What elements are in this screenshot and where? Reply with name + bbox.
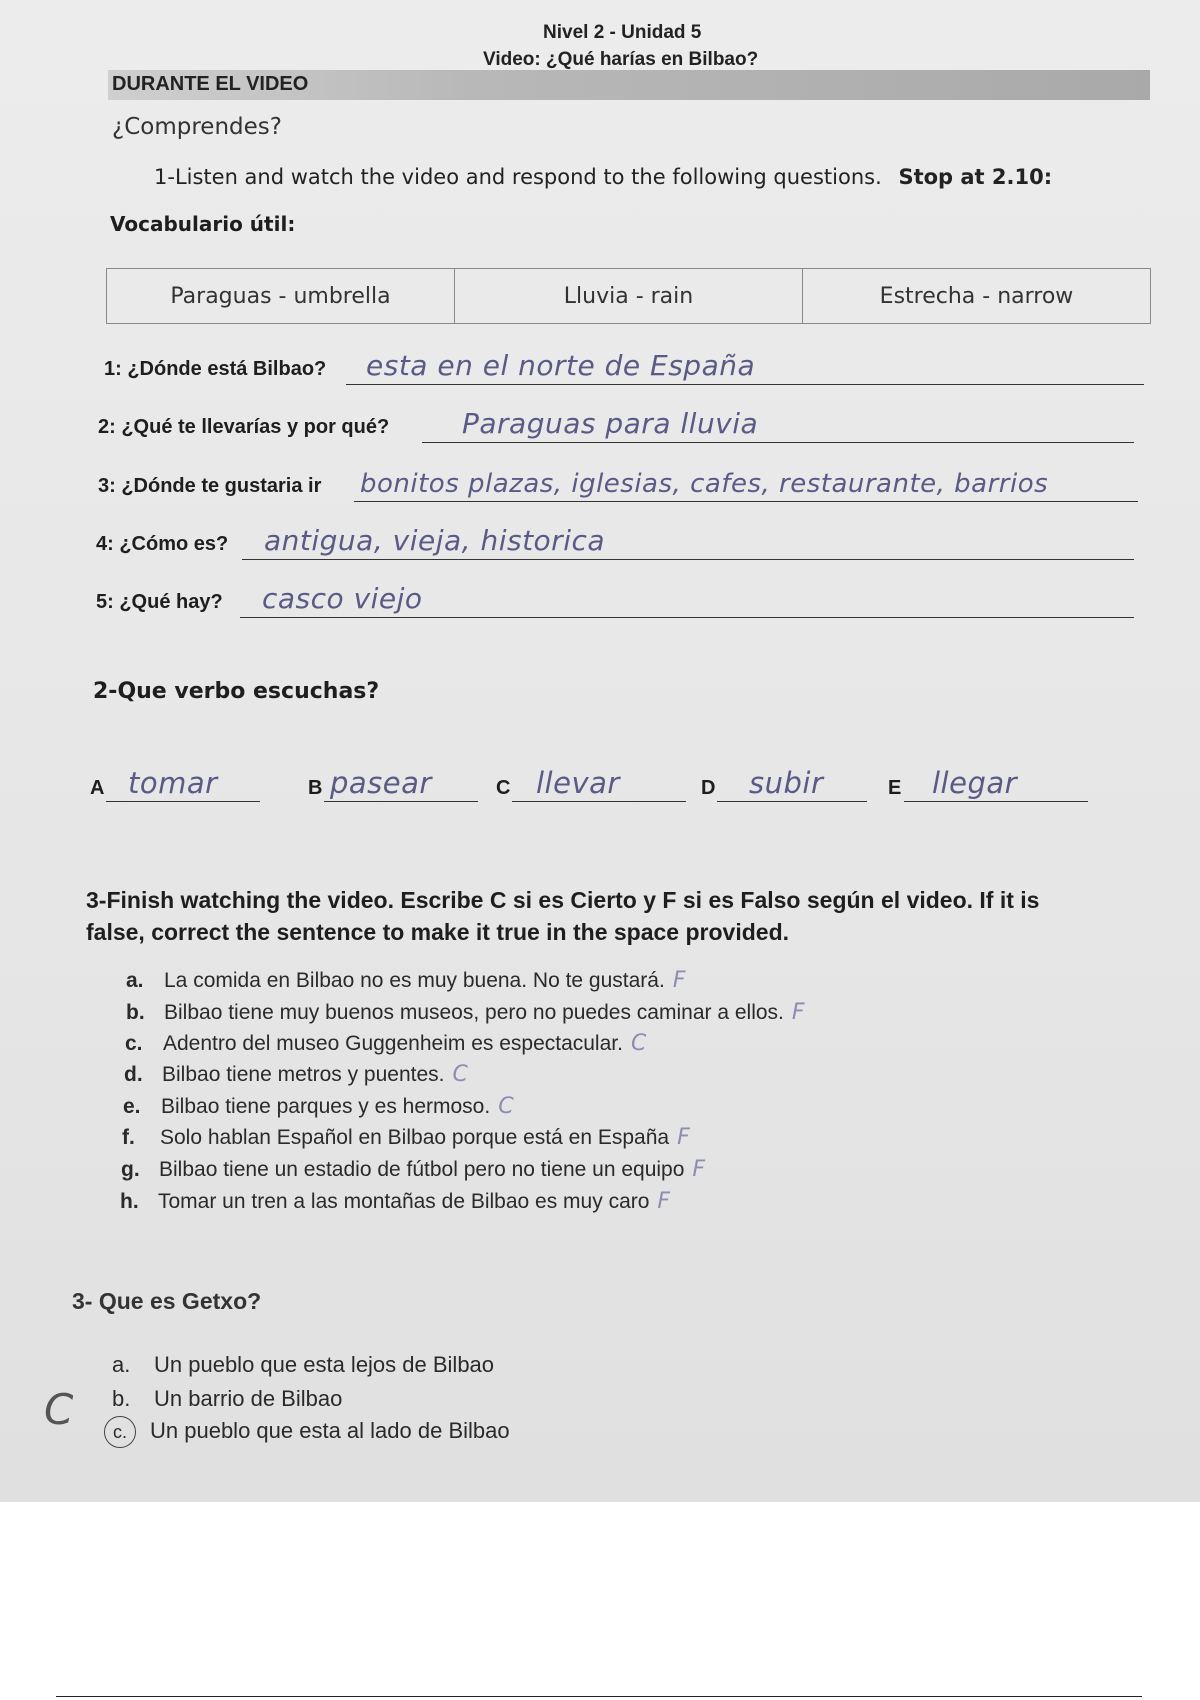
vocab-title: Vocabulario útil:	[110, 212, 296, 236]
verb-letter: E	[888, 777, 902, 799]
tf-text: Bilbao tiene metros y puentes.	[162, 1063, 445, 1086]
vocab-cell: Paraguas - umbrella	[107, 269, 455, 324]
tf-text: Bilbao tiene un estadio de fútbol pero no tiene un equipo	[159, 1158, 685, 1181]
tf-mark[interactable]: F	[677, 1125, 690, 1150]
verb-blank	[90, 762, 262, 802]
vocab-table	[106, 268, 1151, 324]
section-title: DURANTE EL VIDEO	[112, 73, 309, 95]
question-answer[interactable]: antigua, vieja, historica	[264, 524, 606, 557]
verb-answer[interactable]: pasear	[330, 766, 432, 800]
verb-blank	[701, 762, 871, 802]
mc-text: Un pueblo que esta lejos de Bilbao	[154, 1352, 495, 1377]
verb-line	[717, 801, 867, 802]
tf-text: Bilbao tiene parques y es hermoso.	[161, 1095, 491, 1118]
tf-text: La comida en Bilbao no es muy buena. No te gustará.	[164, 969, 665, 992]
tf-text: Tomar un tren a las montañas de Bilbao es muy caro	[158, 1190, 650, 1213]
question-answer[interactable]: casco viejo	[262, 582, 423, 615]
question-label: 2: ¿Qué te llevarías y por qué?	[98, 416, 390, 438]
verb-line	[512, 801, 686, 802]
tf-letter: b.	[126, 1001, 145, 1024]
vocab-cell: Lluvia - rain	[455, 269, 803, 324]
tf-mark[interactable]: F	[657, 1189, 671, 1214]
verb-line	[904, 801, 1088, 802]
question-row	[96, 582, 1134, 618]
verb-letter: C	[496, 777, 511, 799]
part2-title: 2-Que verbo escuchas?	[93, 679, 380, 704]
comprendes-heading: ¿Comprendes?	[112, 114, 282, 140]
part4-title: 3- Que es Getxo?	[72, 1288, 262, 1314]
tf-mark[interactable]: F	[672, 968, 686, 993]
answer-line	[422, 442, 1134, 443]
bottom-rule	[56, 1696, 1142, 1697]
tf-letter: e.	[123, 1095, 141, 1118]
tf-mark[interactable]: C	[630, 1031, 647, 1056]
question-label: 4: ¿Cómo es?	[96, 533, 229, 555]
answer-line	[242, 559, 1134, 560]
question-row	[104, 349, 1144, 385]
tf-item	[124, 1062, 468, 1092]
question-row	[98, 466, 1138, 502]
verb-letter: D	[701, 777, 716, 799]
question-label: 5: ¿Qué hay?	[96, 591, 223, 613]
tf-item	[122, 1125, 690, 1155]
mc-text: Un barrio de Bilbao	[154, 1386, 343, 1411]
question-label: 3: ¿Dónde te gustaria ir	[98, 475, 322, 497]
tf-mark[interactable]: C	[498, 1094, 514, 1119]
tf-letter: a.	[126, 969, 144, 992]
tf-item	[125, 1031, 646, 1061]
tf-letter: g.	[121, 1158, 140, 1181]
answer-line	[240, 617, 1134, 618]
verb-answer[interactable]: llevar	[536, 766, 620, 800]
circled-answer-mark: c.	[104, 1416, 136, 1448]
verb-answer[interactable]: subir	[749, 766, 824, 800]
tf-letter: f.	[122, 1126, 135, 1149]
answer-line	[346, 384, 1144, 385]
tf-item	[123, 1094, 514, 1124]
mc-option[interactable]	[112, 1352, 494, 1378]
verb-line	[106, 801, 260, 802]
question-label: 1: ¿Dónde está Bilbao?	[104, 358, 327, 380]
tf-text: Solo hablan Español en Bilbao porque está en España	[160, 1126, 670, 1149]
tf-mark[interactable]: F	[791, 1000, 805, 1025]
verb-answer[interactable]: tomar	[128, 766, 218, 800]
verb-blank	[496, 762, 690, 802]
mc-text: Un pueblo que esta al lado de Bilbao	[150, 1418, 510, 1443]
tf-item	[126, 1000, 805, 1030]
mc-option-selected[interactable]	[110, 1416, 510, 1448]
tf-mark[interactable]: C	[452, 1062, 468, 1087]
tf-mark[interactable]: F	[692, 1157, 706, 1182]
verb-letter: B	[308, 777, 323, 799]
level-heading: Nivel 2 - Unidad 5	[543, 22, 702, 43]
part1-stop-time: Stop at 2.10:	[898, 165, 1053, 189]
tf-item	[120, 1189, 670, 1219]
tf-item	[121, 1157, 705, 1187]
vocab-cell: Estrecha - narrow	[803, 269, 1151, 324]
mc-letter: b.	[112, 1386, 131, 1411]
verb-answer[interactable]: llegar	[932, 766, 1018, 800]
mc-option[interactable]	[112, 1386, 342, 1412]
answer-line	[354, 501, 1138, 502]
verb-blank	[888, 762, 1098, 802]
question-answer[interactable]: esta en el norte de España	[366, 349, 756, 382]
part3-instruction	[86, 884, 1039, 948]
part1-instruction	[154, 165, 1052, 189]
margin-answer-mark: C	[44, 1385, 74, 1434]
part1-instruction-text: 1-Listen and watch the video and respond to the following questions.	[154, 165, 882, 189]
part3-instruction-line: 3-Finish watching the video. Escribe C si es Cierto y F si es Falso según el video. If it is	[86, 887, 1040, 913]
mc-letter: a.	[112, 1352, 131, 1377]
video-title: Video: ¿Qué harías en Bilbao?	[483, 49, 759, 70]
tf-text: Bilbao tiene muy buenos museos, pero no puedes caminar a ellos.	[164, 1001, 784, 1024]
question-row	[98, 407, 1134, 443]
tf-letter: d.	[124, 1063, 143, 1086]
part3-instruction-line: false, correct the sentence to make it true in the space provided.	[86, 919, 790, 945]
question-answer[interactable]: Paraguas para lluvia	[462, 407, 759, 440]
tf-text: Adentro del museo Guggenheim es espectacular.	[163, 1032, 623, 1055]
verb-line	[324, 801, 478, 802]
question-answer[interactable]: bonitos plazas, iglesias, cafes, restaurante, barrios	[360, 469, 1049, 499]
tf-item	[126, 968, 685, 998]
verb-letter: A	[90, 777, 105, 799]
tf-letter: h.	[120, 1190, 139, 1213]
question-row	[96, 524, 1134, 560]
tf-letter: c.	[125, 1032, 143, 1055]
verb-blank	[308, 762, 480, 802]
section-bar	[108, 70, 1150, 100]
